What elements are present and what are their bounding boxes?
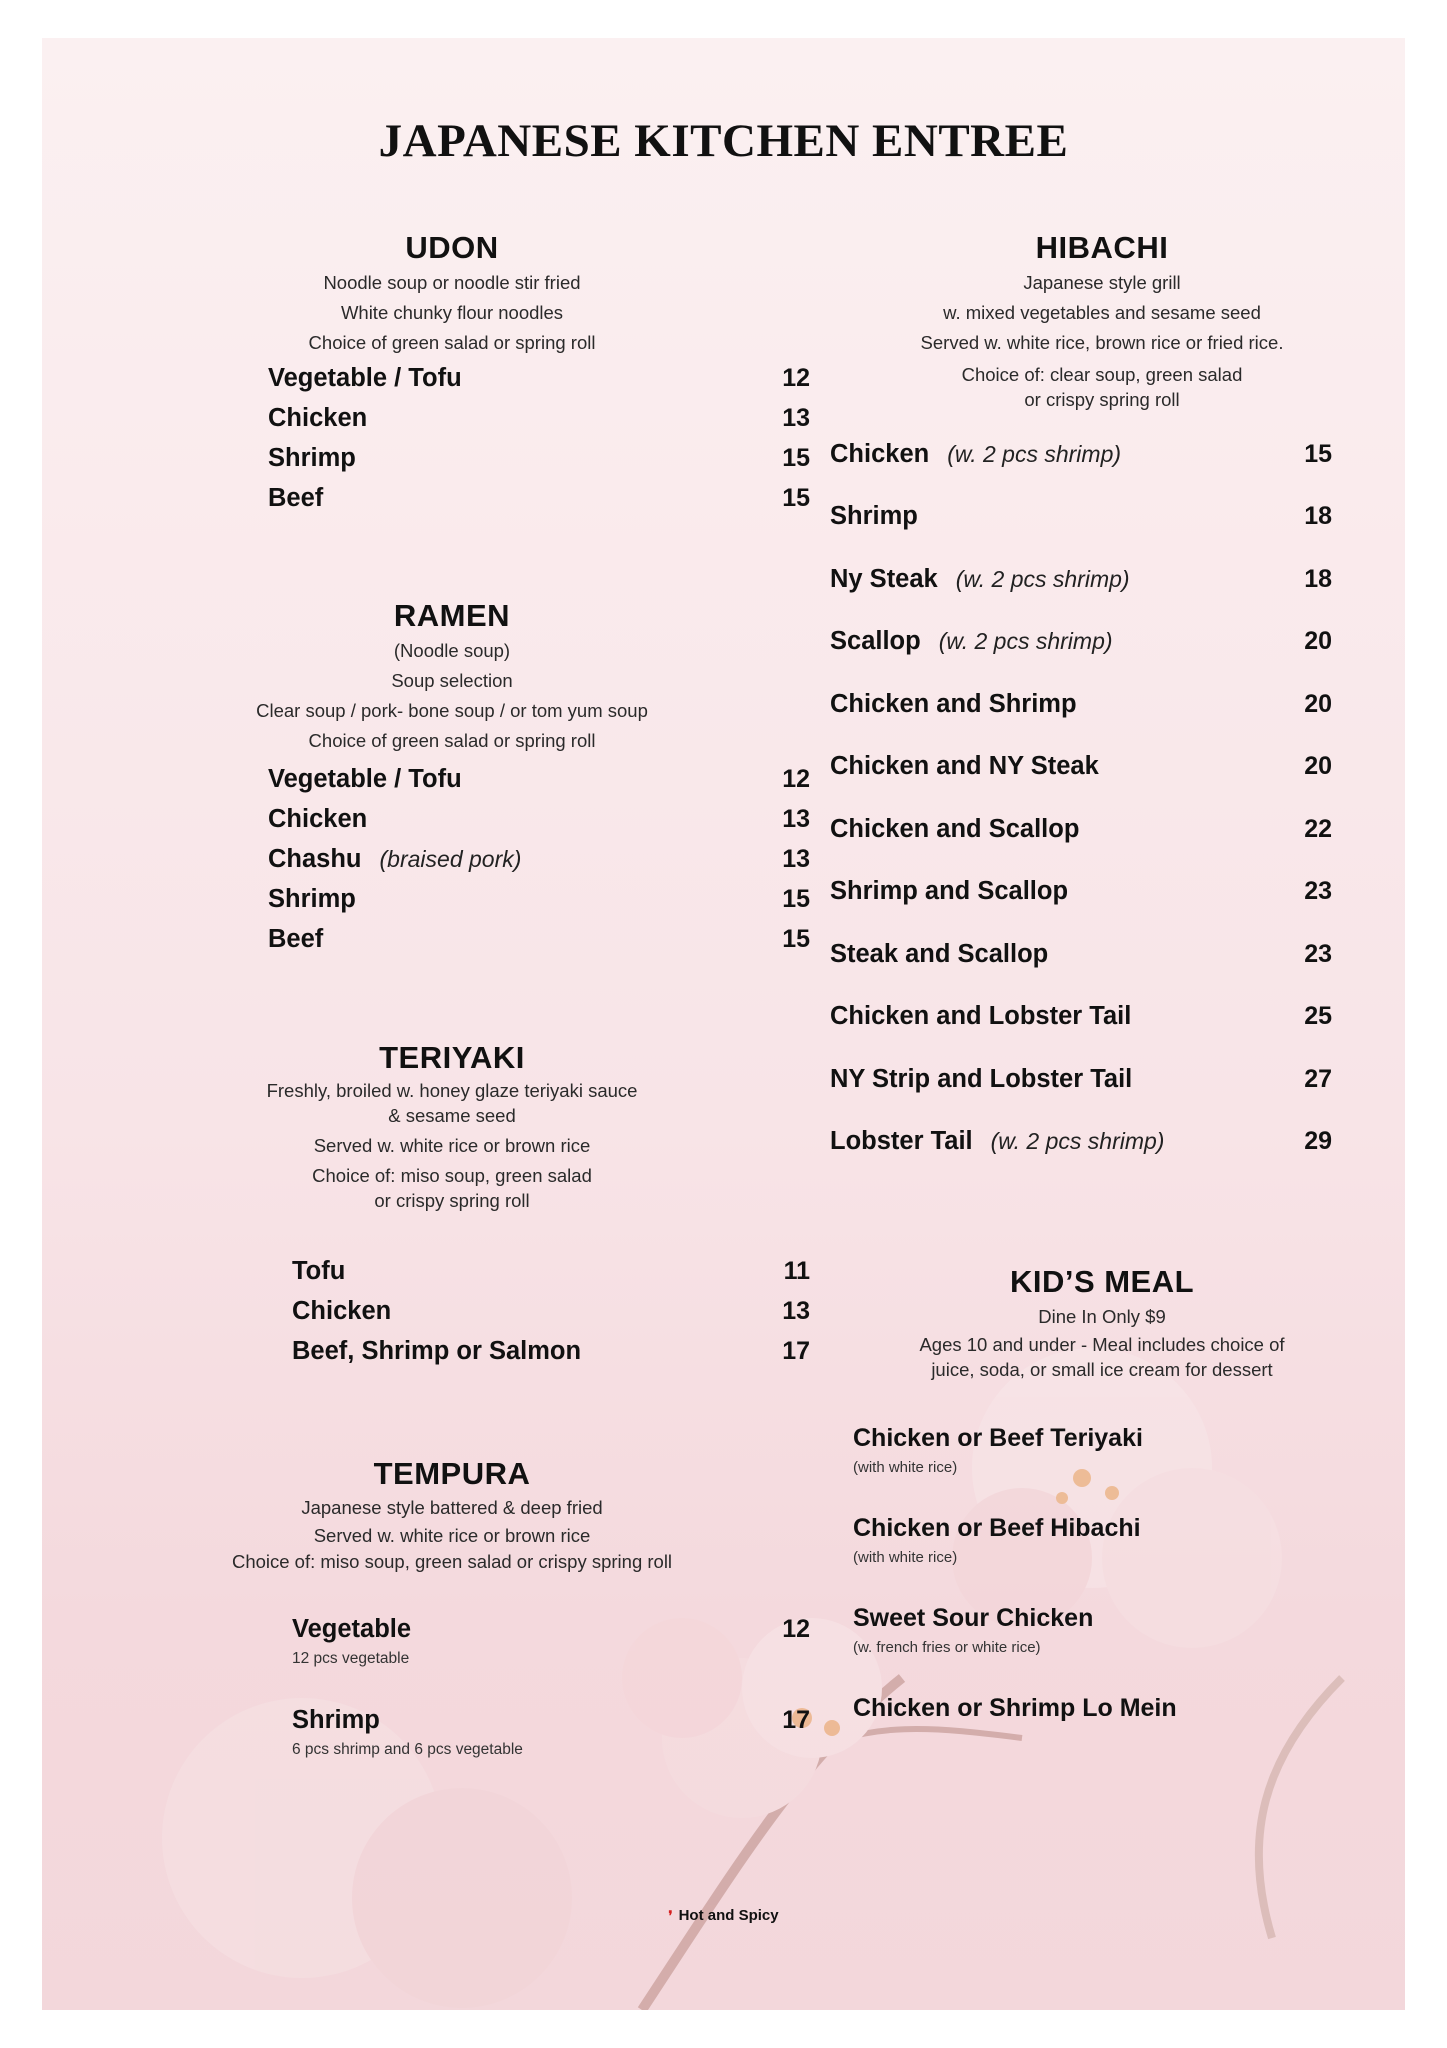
item-price: 27	[1304, 1065, 1332, 1093]
ramen-item	[268, 925, 810, 954]
item-price: 13	[782, 1297, 810, 1325]
hibachi-item	[830, 1002, 1332, 1031]
legend	[42, 1907, 1405, 1924]
item-name: Chicken and Shrimp	[830, 690, 1077, 718]
item-price: 29	[1304, 1127, 1332, 1155]
hibachi-item	[830, 627, 1332, 656]
item-price: 20	[1304, 752, 1332, 780]
kids-meal-item	[853, 1694, 1177, 1723]
kids-meal-desc-3: juice, soda, or small ice cream for dessert	[931, 1359, 1273, 1380]
item-price: 15	[782, 444, 810, 472]
hibachi-item	[830, 940, 1332, 969]
item-name: Chicken and Lobster Tail	[830, 1002, 1132, 1030]
legend-label: Hot and Spicy	[678, 1907, 779, 1924]
item-sub: (with white rice)	[853, 1459, 958, 1476]
teriyaki-desc-2: & sesame seed	[388, 1105, 516, 1126]
ramen-section-header	[202, 598, 702, 756]
item-name: Ny Steak	[830, 565, 938, 593]
item-price: 12	[782, 765, 810, 793]
ramen-item	[268, 845, 810, 874]
hibachi-desc-1: Japanese style grill	[1023, 272, 1181, 293]
item-price: 25	[1304, 1002, 1332, 1030]
item-sub: 6 pcs shrimp and 6 pcs vegetable	[292, 1741, 523, 1758]
item-name: Chicken or Beef Teriyaki	[853, 1424, 1143, 1452]
item-price: 15	[782, 484, 810, 512]
tempura-desc-3: Choice of: miso soup, green salad or crispy spring roll	[231, 1551, 673, 1572]
item-name: Shrimp	[830, 502, 918, 530]
item-sub: (w. french fries or white rice)	[853, 1639, 1041, 1656]
item-name: Beef, Shrimp or Salmon	[292, 1337, 582, 1365]
tempura-item	[292, 1615, 810, 1668]
tempura-desc-1: Japanese style battered & deep fried	[301, 1497, 603, 1518]
item-name: Chashu	[268, 845, 362, 873]
kids-meal-item	[853, 1424, 1143, 1476]
item-name: Shrimp	[268, 444, 356, 472]
ramen-desc-1: (Noodle soup)	[393, 640, 511, 661]
hibachi-desc-3: Served w. white rice, brown rice or fried rice.	[920, 332, 1284, 353]
menu-page	[42, 38, 1405, 2010]
item-name: NY Strip and Lobster Tail	[830, 1065, 1133, 1093]
item-name: Chicken	[268, 805, 368, 833]
teriyaki-desc-5: or crispy spring roll	[374, 1190, 530, 1211]
item-name: Chicken	[830, 440, 930, 468]
item-name: Vegetable / Tofu	[268, 765, 462, 793]
ramen-item	[268, 765, 810, 794]
kids-meal-desc-1: Dine In Only $9	[1038, 1306, 1166, 1327]
item-price: 15	[782, 885, 810, 913]
ramen-item	[268, 885, 810, 914]
item-price: 17	[782, 1706, 810, 1734]
item-name: Shrimp	[268, 885, 356, 913]
tempura-title: TEMPURA	[373, 1456, 531, 1491]
udon-item	[268, 444, 810, 473]
hibachi-item	[830, 440, 1332, 469]
item-note: (braised pork)	[379, 846, 522, 872]
item-price: 11	[783, 1257, 810, 1285]
item-note: (w. 2 pcs shrimp)	[955, 566, 1130, 592]
item-name: Chicken and NY Steak	[830, 752, 1099, 780]
teriyaki-section-header	[202, 1040, 702, 1213]
item-price: 20	[1304, 627, 1332, 655]
teriyaki-desc-1: Freshly, broiled w. honey glaze teriyaki sauce	[266, 1080, 638, 1101]
item-price: 13	[782, 404, 810, 432]
item-price: 23	[1304, 940, 1332, 968]
page-title: JAPANESE KITCHEN ENTREE	[378, 115, 1069, 167]
item-sub: 12 pcs vegetable	[292, 1650, 410, 1667]
item-price: 15	[782, 925, 810, 953]
teriyaki-desc-3: Served w. white rice or brown rice	[313, 1135, 591, 1156]
hibachi-item	[830, 752, 1332, 781]
item-price: 20	[1304, 690, 1332, 718]
item-price: 23	[1304, 877, 1332, 905]
item-name: Shrimp and Scallop	[830, 877, 1069, 905]
udon-desc-3: Choice of green salad or spring roll	[308, 332, 596, 353]
item-name: Chicken	[292, 1297, 392, 1325]
item-name: Tofu	[292, 1257, 346, 1285]
hibachi-item	[830, 502, 1332, 531]
tempura-item	[292, 1706, 810, 1759]
udon-desc-2: White chunky flour noodles	[340, 302, 564, 323]
item-note: (w. 2 pcs shrimp)	[990, 1128, 1165, 1154]
ramen-item	[268, 805, 810, 834]
teriyaki-desc-4: Choice of: miso soup, green salad	[312, 1165, 592, 1186]
item-price: 12	[782, 1615, 810, 1643]
ramen-desc-2: Soup selection	[391, 670, 513, 691]
udon-item	[268, 484, 810, 513]
hibachi-item	[830, 815, 1332, 844]
hibachi-section-header	[862, 230, 1342, 412]
item-price: 15	[1304, 440, 1332, 468]
teriyaki-item	[292, 1257, 810, 1286]
item-sub: (with white rice)	[853, 1549, 958, 1566]
kids-meal-item	[853, 1514, 1141, 1566]
ramen-desc-4: Choice of green salad or spring roll	[308, 730, 596, 751]
hibachi-desc-2: w. mixed vegetables and sesame seed	[943, 302, 1261, 323]
hibachi-title: HIBACHI	[1035, 230, 1169, 265]
item-price: 17	[782, 1337, 810, 1365]
kids-meal-item	[853, 1604, 1093, 1656]
item-price: 22	[1304, 815, 1332, 843]
tempura-desc-2: Served w. white rice or brown rice	[313, 1525, 591, 1546]
udon-item	[268, 404, 810, 433]
item-name: Shrimp	[292, 1706, 380, 1734]
item-name: Chicken or Shrimp Lo Mein	[853, 1694, 1177, 1722]
teriyaki-title: TERIYAKI	[379, 1040, 525, 1075]
item-name: Lobster Tail	[830, 1127, 973, 1155]
item-price: 13	[782, 805, 810, 833]
hibachi-item	[830, 877, 1332, 906]
hibachi-desc-5: or crispy spring roll	[1024, 389, 1180, 410]
item-name: Vegetable / Tofu	[268, 364, 462, 392]
item-name: Beef	[268, 925, 324, 953]
item-name: Chicken and Scallop	[830, 815, 1080, 843]
hibachi-desc-4: Choice of: clear soup, green salad	[961, 364, 1243, 385]
tempura-section-header	[202, 1456, 702, 1574]
hibachi-item	[830, 1065, 1332, 1094]
hibachi-item	[830, 565, 1332, 594]
udon-desc-1: Noodle soup or noodle stir fried	[323, 272, 581, 293]
item-price: 18	[1304, 502, 1332, 530]
item-note: (w. 2 pcs shrimp)	[947, 441, 1122, 467]
item-name: Vegetable	[292, 1615, 412, 1643]
item-price: 12	[782, 364, 810, 392]
item-price: 13	[782, 845, 810, 873]
item-name: Scallop	[830, 627, 921, 655]
item-name: Chicken	[268, 404, 368, 432]
udon-section-header	[242, 230, 662, 358]
item-name: Sweet Sour Chicken	[853, 1604, 1094, 1632]
hibachi-item	[830, 690, 1332, 719]
item-name: Beef	[268, 484, 324, 512]
udon-item	[268, 364, 810, 393]
kids-meal-desc-2: Ages 10 and under - Meal includes choice of	[919, 1334, 1285, 1355]
ramen-title: RAMEN	[393, 598, 511, 633]
hibachi-item	[830, 1127, 1332, 1156]
kids-meal-title: KID’S MEAL	[1009, 1264, 1195, 1299]
item-note: (w. 2 pcs shrimp)	[938, 628, 1113, 654]
chili-pepper-icon: ❜	[668, 1908, 673, 1923]
teriyaki-item	[292, 1297, 810, 1326]
item-price: 18	[1304, 565, 1332, 593]
ramen-desc-3: Clear soup / pork- bone soup / or tom yum soup	[256, 700, 648, 721]
item-name: Steak and Scallop	[830, 940, 1049, 968]
teriyaki-item	[292, 1337, 810, 1366]
item-name: Chicken or Beef Hibachi	[853, 1514, 1141, 1542]
udon-title: UDON	[405, 230, 499, 265]
kids-meal-section-header	[862, 1264, 1342, 1382]
